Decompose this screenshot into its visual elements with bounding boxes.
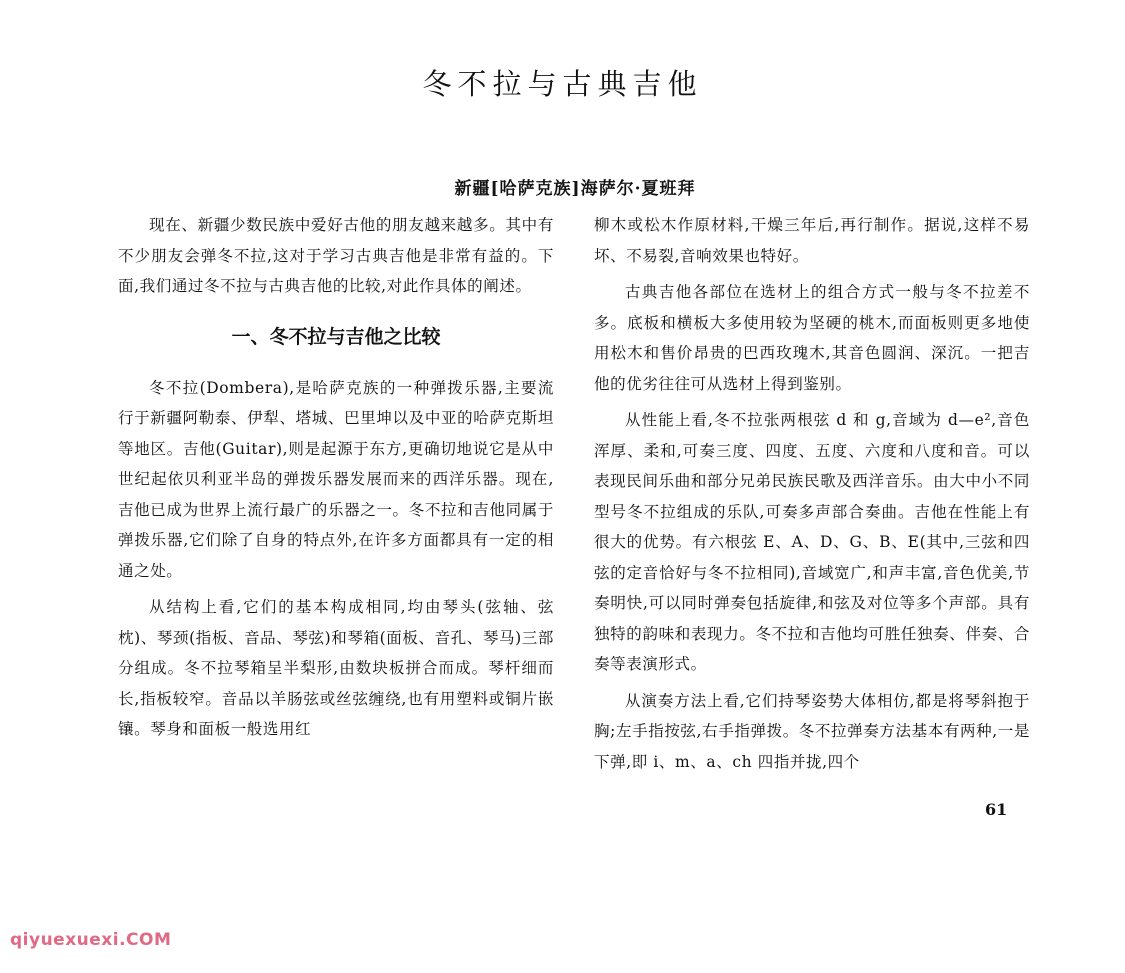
site-watermark: qiyuexuexi.COM [10, 930, 172, 950]
body-paragraph-continued: 柳木或松木作原材料,干燥三年后,再行制作。据说,这样不易坏、不易裂,音响效果也特好。 [594, 216, 1030, 265]
body-paragraph: 冬不拉(Dombera),是哈萨克族的一种弹拨乐器,主要流行于新疆阿勒泰、伊犁、塔城、巴里坤以及中亚的哈萨克斯坦等地区。吉他(Guitar),则是起源于东方,更确切地说它是从中世纪起依贝利亚半岛的弹拨乐器发展而来的西洋乐器。现在,吉他已成为世界上流行最广的乐器之一。冬不拉和吉他同属于弹拨乐器,它们除了自身的特点外,在许多方面都具有一定的相通之处。 [118, 378, 554, 580]
article-title: 冬不拉与古典吉他 [422, 67, 703, 101]
author-byline: 新疆[哈萨克族]海萨尔·夏班拜 [454, 179, 696, 199]
right-column [594, 210, 1030, 783]
body-paragraph: 从性能上看,冬不拉张两根弦 d 和 g,音域为 d—e²,音色浑厚、柔和,可奏三度、四度、五度、六度和八度和音。可以表现民间乐曲和部分兄弟民族民歌及西洋音乐。由大中小不同型号冬不拉组成的乐队,可奏多声部合奏曲。吉他在性能上有很大的优势。有六根弦 E、A、D、G、B、E(其中,三弦和四弦的定音恰好与冬不拉相同),音域宽广,和声丰富,音色优美,节奏明快,可以同时弹奏包括旋律,和弦及对位等多个声部。具有独特的韵味和表现力。冬不拉和吉他均可胜任独奏、伴奏、合奏等表演形式。 [594, 411, 1030, 673]
body-paragraph: 从结构上看,它们的基本构成相同,均由琴头(弦轴、弦枕)、琴颈(指板、音品、琴弦)和琴箱(面板、音孔、琴马)三部分组成。冬不拉琴箱呈半梨形,由数块板拼合而成。琴杆细而长,指板较窄。音品以羊肠弦或丝弦缠绕,也有用塑料或铜片嵌镶。琴身和面板一般选用红 [118, 598, 554, 738]
body-paragraph: 古典吉他各部位在选材上的组合方式一般与冬不拉差不多。底板和横板大多使用较为坚硬的桃木,而面板则更多地使用松木和售价昂贵的巴西玫瑰木,其音色圆润、深沉。一把吉他的优劣往往可从选材上得到鉴别。 [594, 283, 1030, 393]
intro-paragraph: 现在、新疆少数民族中爱好古他的朋友越来越多。其中有不少朋友会弹冬不拉,这对于学习古典吉他是非常有益的。下面,我们通过冬不拉与古典吉他的比较,对此作具体的阐述。 [118, 216, 554, 295]
page-number: 61 [985, 800, 1008, 819]
section-heading: 一、冬不拉与吉他之比较 [231, 325, 441, 348]
body-paragraph: 从演奏方法上看,它们持琴姿势大体相仿,都是将琴斜抱于胸;左手指按弦,右手指弹拨。冬不拉弹奏方法基本有两种,一是下弹,即 i、m、a、ch 四指并拢,四个 [594, 691, 1030, 771]
left-column [118, 210, 554, 751]
